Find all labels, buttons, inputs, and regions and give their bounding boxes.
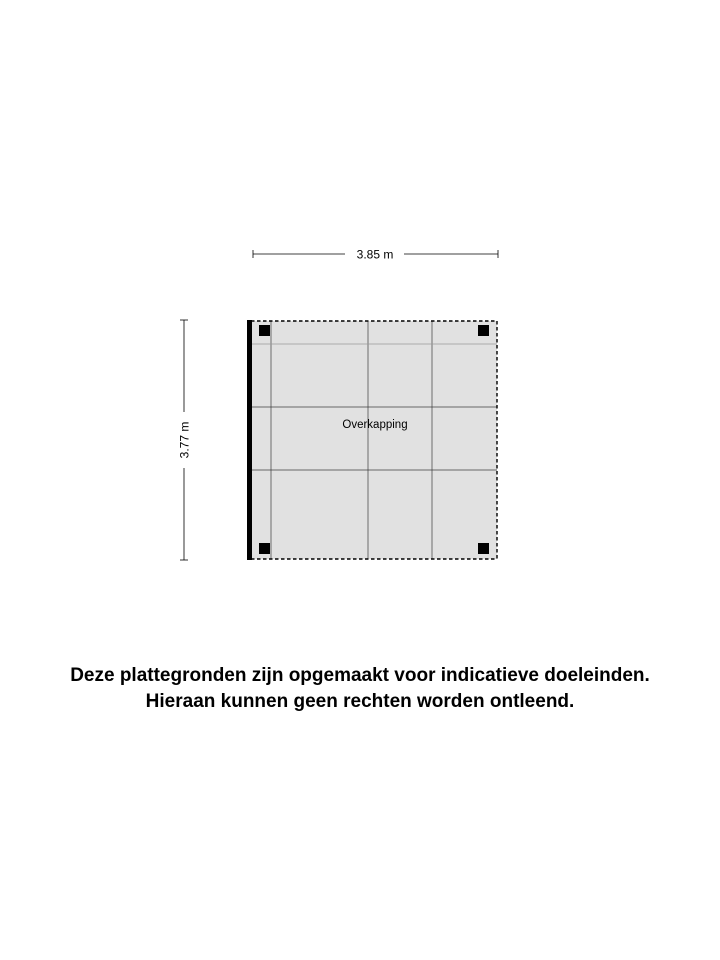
disclaimer-line-2: Hieraan kunnen geen rechten worden ontleend. [145,691,575,712]
corner-post-top-left [259,325,270,336]
height-dimension-label: 3.77 m [177,421,192,459]
height-dimension [178,320,192,560]
corner-post-bottom-right [478,543,489,554]
width-dimension [253,248,498,262]
width-dimension-label: 3.85 m [356,247,394,262]
corner-post-bottom-left [259,543,270,554]
left-wall [247,320,252,560]
room-overkapping [247,320,497,560]
corner-post-top-right [478,325,489,336]
disclaimer-line-1: Deze plattegronden zijn opgemaakt voor indicatieve doeleinden. [70,665,650,686]
room-label: Overkapping [342,419,408,431]
room-floor [251,321,497,559]
